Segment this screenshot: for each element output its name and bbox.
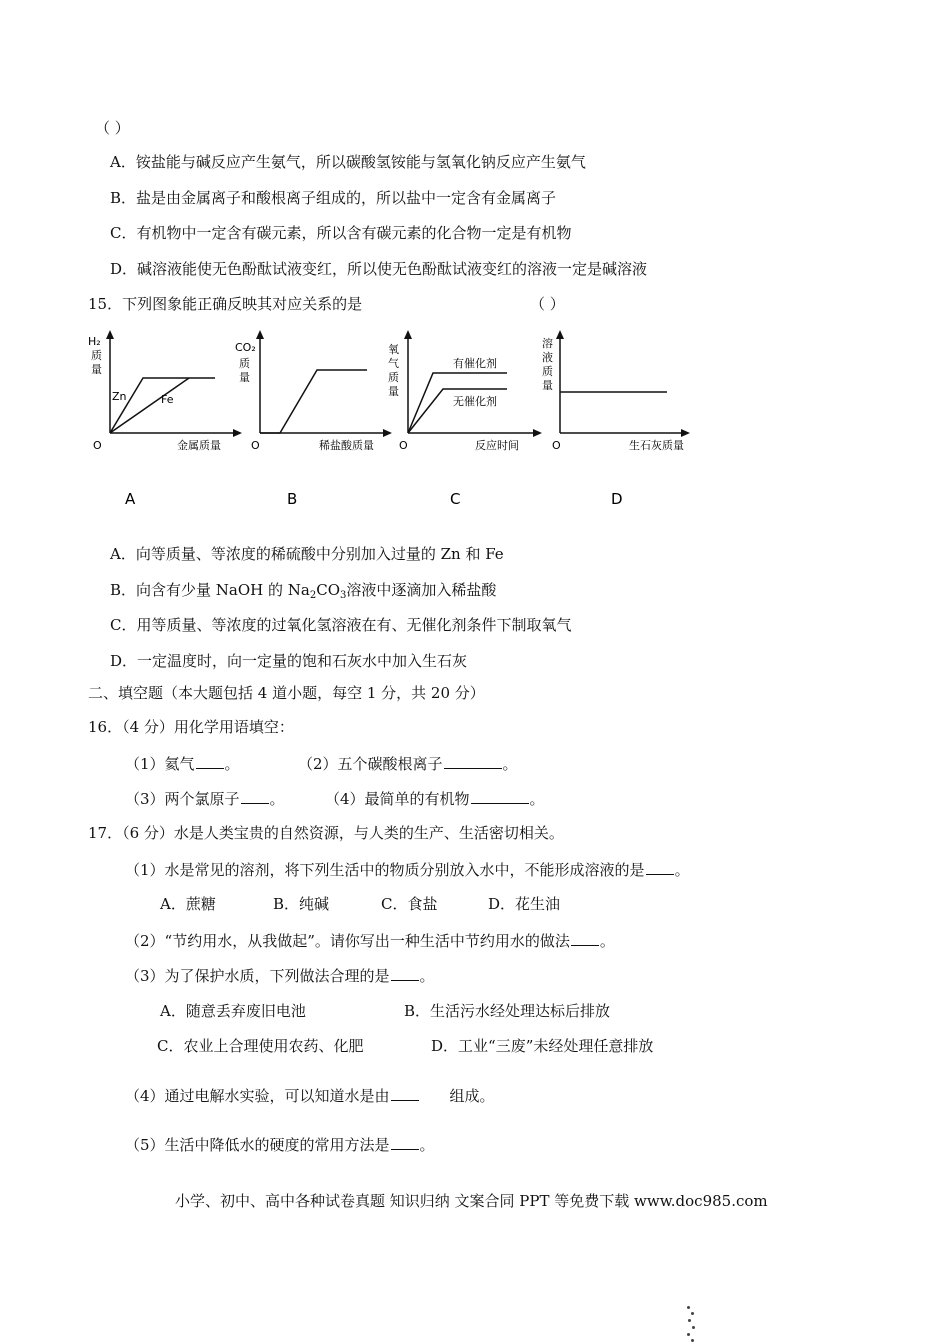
q15-option-d: D．一定温度时，向一定量的饱和石灰水中加入生石灰 [110,652,468,670]
section-2-title: 二、填空题（本大题包括 4 道小题，每空 1 分，共 20 分） [88,684,485,702]
q15-graphs-figure [85,325,695,515]
graph-d-ylabel-3: 质 [542,365,553,378]
q14-answer-paren: （ ） [95,119,130,137]
graph-c-ylabel-1: 氧 [388,343,399,356]
graph-a-fe-label: Fe [161,393,174,406]
q16-stem: 16．（4 分）用化学用语填空： [88,718,294,736]
q17-p3-option-d: D．工业“三废”未经处理任意排放 [431,1037,654,1055]
graph-a-fe-curve [110,378,189,433]
graph-b-ylabel-3: 量 [239,371,250,384]
graph-b-curve [260,370,367,433]
q17-p1-option-a: A．蔗糖 [160,895,216,913]
graph-b-origin: O [251,439,260,452]
q15-answer-paren: （ ） [530,295,565,313]
q14-option-d: D．碱溶液能使无色酚酞试液变红，所以使无色酚酞试液变红的溶液一定是碱溶液 [110,260,648,278]
graph-b-xlabel: 稀盐酸质量 [319,439,374,452]
q17-part-4: （4）通过电解水实验，可以知道水是由 组成。 [125,1087,495,1105]
q14-option-c: C．有机物中一定含有碳元素，所以含有碳元素的化合物一定是有机物 [110,224,572,242]
graph-d [542,330,690,508]
q16-part-3: （3）两个氯原子 。 [125,790,285,808]
graph-d-ylabel-2: 液 [542,351,553,364]
graph-a-ylabel-1: H₂ [88,335,101,348]
graph-c-origin: O [399,439,408,452]
graph-c-ylabel-2: 气 [388,357,399,370]
q17-part-3: （3）为了保护水质，下列做法合理的是 。 [125,967,435,985]
graph-a [88,330,242,508]
q16-part-2: （2）五个碳酸根离子 。 [298,755,518,773]
graph-c-ylabel-3: 质 [388,371,399,384]
q17-p1-option-b: B．纯碱 [273,895,330,913]
graph-b-ylabel-2: 质 [239,357,250,370]
q17-p3-option-c: C．农业上合理使用农药、化肥 [157,1037,364,1055]
q15-option-a: A．向等质量、等浓度的稀硫酸中分别加入过量的 Zn 和 Fe [110,545,504,563]
q17-p1-option-d: D．花生油 [488,895,561,913]
graph-a-zn-label: Zn [112,390,127,403]
q17-p1-option-c: C．食盐 [381,895,438,913]
q14-option-b: B．盐是由金属离子和酸根离子组成的，所以盐中一定含有金属离子 [110,189,557,207]
graph-b-caption: B [287,490,298,508]
graph-a-ylabel-3: 量 [91,363,102,376]
graph-b [235,330,392,508]
graph-a-xlabel: 金属质量 [177,439,221,452]
q17-part-1: （1）水是常见的溶剂，将下列生活中的物质分别放入水中，不能形成溶液的是 。 [125,861,690,879]
graph-c-caption: C [450,490,461,508]
q17-p3-option-a: A．随意丢弃废旧电池 [160,1002,306,1020]
graph-a-ylabel-2: 质 [91,349,102,362]
graph-c-ylabel-4: 量 [388,385,399,398]
graph-d-xlabel: 生石灰质量 [629,439,684,452]
graph-d-ylabel-1: 溶 [542,337,553,350]
q17-p3-option-b: B．生活污水经处理达标后排放 [404,1002,611,1020]
graph-c [388,330,542,508]
graph-d-caption: D [611,490,623,508]
graph-c-nocatalyst-label: 无催化剂 [453,395,497,408]
q15-option-c: C．用等质量、等浓度的过氧化氢溶液在有、无催化剂条件下制取氧气 [110,616,572,634]
q16-part-4: （4）最简单的有机物 。 [325,790,545,808]
q16-part-1: （1）氦气 。 [125,755,240,773]
q17-part-2: （2）“节约用水，从我做起”。请你写出一种生活中节约用水的做法 。 [125,932,615,950]
graph-c-catalyst-label: 有催化剂 [453,357,497,370]
q17-part-5: （5）生活中降低水的硬度的常用方法是 。 [125,1136,435,1154]
graph-b-ylabel-1: CO₂ [235,341,256,354]
q15-option-b: B．向含有少量 NaOH 的 $Na_2CO_3$溶液中逐滴加入稀盐酸 [110,581,497,601]
q15-stem: 15．下列图象能正确反映其对应关系的是 [88,295,363,313]
graph-c-xlabel: 反应时间 [475,439,519,452]
q14-option-a: A．铵盐能与碱反应产生氨气，所以碳酸氢铵能与氢氧化钠反应产生氨气 [110,153,586,171]
page-footer: 小学、初中、高中各种试卷真题 知识归纳 文案合同 PPT 等免费下载 www.doc985.com [175,1192,768,1210]
graph-a-caption: A [125,490,136,508]
graph-a-origin: O [93,439,102,452]
q17-stem: 17．（6 分）水是人类宝贵的自然资源，与人类的生产、生活密切相关。 [88,824,564,842]
decorative-dots [684,1306,696,1342]
graph-d-ylabel-4: 量 [542,379,553,392]
graph-d-origin: O [552,439,561,452]
